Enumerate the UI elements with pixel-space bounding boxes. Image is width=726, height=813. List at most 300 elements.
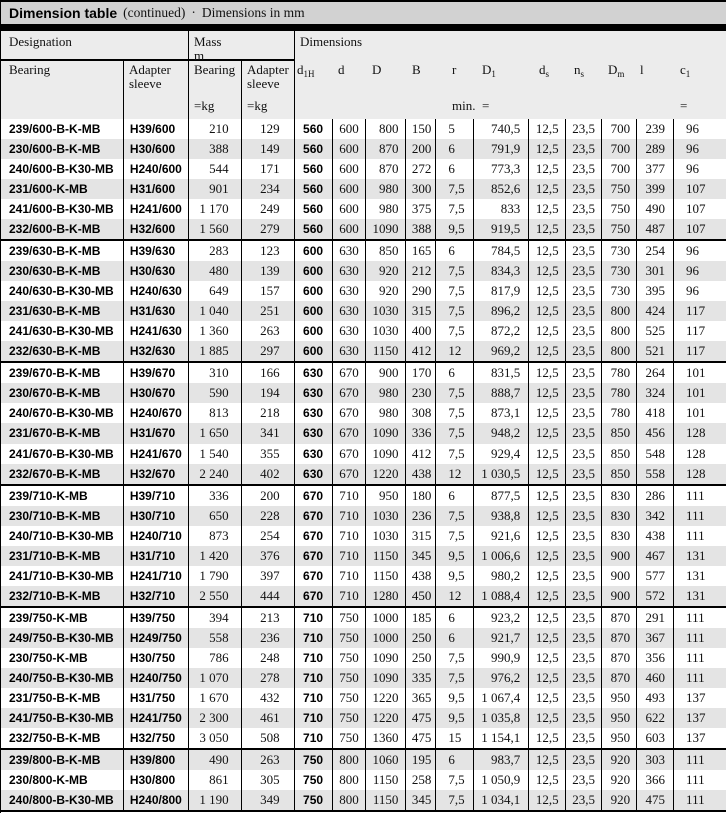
- cell-adapter-sleeve: H39/800: [123, 750, 188, 770]
- cell-D1: 791,9: [473, 139, 528, 159]
- cell-mass-bearing: 394: [188, 608, 241, 628]
- table-row: [1, 790, 726, 810]
- cell-d1h: 630: [294, 403, 332, 423]
- cell-Dm: 800: [601, 321, 636, 341]
- table-row: [1, 241, 726, 261]
- cell-Dm: 700: [601, 119, 636, 139]
- cell-d1h: 630: [294, 464, 332, 484]
- cell-D: 1220: [365, 688, 405, 708]
- cell-Dm: 920: [601, 790, 636, 810]
- cell-B: 365: [405, 688, 435, 708]
- cell-mass-bearing: 873: [188, 526, 241, 546]
- cell-ds: 12,5: [528, 688, 565, 708]
- cell-c1: 96: [673, 139, 726, 159]
- cell-D: 900: [365, 363, 405, 383]
- cell-r: 15: [435, 728, 473, 748]
- dim-col-symbol: B: [412, 62, 421, 77]
- cell-adapter-sleeve: H31/750: [123, 688, 188, 708]
- cell-d: 670: [332, 464, 366, 484]
- cell-ns: 23,5: [565, 341, 601, 361]
- cell-B: 450: [405, 586, 435, 606]
- cell-B: 475: [405, 708, 435, 728]
- cell-adapter-sleeve: H32/600: [123, 219, 188, 239]
- cell-D: 1150: [365, 770, 405, 790]
- dim-col-symbol: l: [640, 62, 644, 77]
- cell-r: 7,5: [435, 444, 473, 464]
- cell-B: 315: [405, 301, 435, 321]
- cell-l: 487: [636, 219, 673, 239]
- cell-d1h: 560: [294, 199, 332, 219]
- cell-D1: 817,9: [473, 281, 528, 301]
- cell-ns: 23,5: [565, 546, 601, 566]
- cell-mass-adapter: 444: [241, 586, 294, 606]
- table-row: [1, 301, 726, 321]
- cell-mass-adapter: 254: [241, 526, 294, 546]
- cell-ns: 23,5: [565, 608, 601, 628]
- cell-mass-bearing: 901: [188, 179, 241, 199]
- cell-c1: 111: [673, 486, 726, 506]
- cell-mass-bearing: 1 040: [188, 301, 241, 321]
- cell-D: 1090: [365, 444, 405, 464]
- cell-Dm: 900: [601, 586, 636, 606]
- cell-d: 750: [332, 668, 366, 688]
- cell-bearing-designation: 230/710-B-K-MB: [9, 508, 101, 523]
- cell-l: 264: [636, 363, 673, 383]
- cell-ds: 12,5: [528, 301, 565, 321]
- dim-col-symbol: $D_1$: [482, 62, 496, 79]
- cell-D: 1030: [365, 321, 405, 341]
- cell-mass-bearing: 861: [188, 770, 241, 790]
- cell-mass-adapter: 279: [241, 219, 294, 239]
- cell-ns: 23,5: [565, 403, 601, 423]
- dim-col-symbol: $d_{1H}$: [297, 62, 315, 79]
- cell-d1h: 600: [294, 281, 332, 301]
- cell-r: 7,5: [435, 770, 473, 790]
- cell-mass-bearing: 490: [188, 750, 241, 770]
- cell-c1: 101: [673, 383, 726, 403]
- cell-ds: 12,5: [528, 383, 565, 403]
- dim-col-symbol: $D_m$: [608, 62, 625, 79]
- cell-B: 336: [405, 423, 435, 443]
- cell-ns: 23,5: [565, 363, 601, 383]
- cell-c1: 111: [673, 750, 726, 770]
- cell-Dm: 750: [601, 199, 636, 219]
- cell-D1: 921,6: [473, 526, 528, 546]
- cell-r: 7,5: [435, 199, 473, 219]
- cell-d: 630: [332, 321, 366, 341]
- cell-c1: 131: [673, 586, 726, 606]
- cell-mass-bearing: 649: [188, 281, 241, 301]
- cell-B: 412: [405, 341, 435, 361]
- cell-D1: 888,7: [473, 383, 528, 403]
- cell-d: 710: [332, 526, 366, 546]
- cell-d1h: 710: [294, 628, 332, 648]
- cell-bearing-designation: 239/600-B-K-MB: [9, 122, 101, 137]
- cell-c1: 107: [673, 179, 726, 199]
- cell-D: 980: [365, 403, 405, 423]
- dim-col-note: =: [482, 98, 490, 113]
- cell-B: 185: [405, 608, 435, 628]
- cell-Dm: 730: [601, 241, 636, 261]
- cell-c1: 131: [673, 566, 726, 586]
- cell-D: 1000: [365, 628, 405, 648]
- page-title: Dimension table: [9, 5, 118, 21]
- header-designation: Designation: [9, 34, 72, 49]
- dim-col-symbol: $n_s$: [574, 62, 585, 79]
- header-mass-adapter-col: Adapter sleeve: [247, 62, 289, 91]
- cell-l: 399: [636, 179, 673, 199]
- cell-D1: 980,2: [473, 566, 528, 586]
- table-row: [1, 219, 726, 241]
- cell-B: 258: [405, 770, 435, 790]
- cell-d1h: 710: [294, 728, 332, 748]
- cell-l: 424: [636, 301, 673, 321]
- cell-B: 300: [405, 179, 435, 199]
- cell-ds: 12,5: [528, 341, 565, 361]
- cell-D: 1030: [365, 301, 405, 321]
- cell-d: 670: [332, 423, 366, 443]
- cell-adapter-sleeve: H30/630: [123, 261, 188, 281]
- cell-d1h: 710: [294, 608, 332, 628]
- cell-d: 630: [332, 241, 366, 261]
- cell-Dm: 780: [601, 383, 636, 403]
- cell-d1h: 600: [294, 261, 332, 281]
- cell-ds: 12,5: [528, 261, 565, 281]
- cell-D: 850: [365, 241, 405, 261]
- table-header: [1, 31, 726, 121]
- cell-mass-bearing: 1 420: [188, 546, 241, 566]
- cell-D1: 1 154,1: [473, 728, 528, 748]
- cell-r: 12: [435, 586, 473, 606]
- cell-d: 750: [332, 628, 366, 648]
- cell-d: 750: [332, 688, 366, 708]
- cell-r: 7,5: [435, 261, 473, 281]
- cell-mass-bearing: 1 790: [188, 566, 241, 586]
- cell-Dm: 900: [601, 546, 636, 566]
- cell-ns: 23,5: [565, 281, 601, 301]
- cell-Dm: 870: [601, 648, 636, 668]
- cell-d: 600: [332, 219, 366, 239]
- cell-mass-adapter: 432: [241, 688, 294, 708]
- cell-ds: 12,5: [528, 526, 565, 546]
- cell-adapter-sleeve: H240/630: [123, 281, 188, 301]
- cell-r: 7,5: [435, 403, 473, 423]
- cell-B: 212: [405, 261, 435, 281]
- cell-c1: 111: [673, 608, 726, 628]
- cell-mass-adapter: 263: [241, 321, 294, 341]
- cell-ns: 23,5: [565, 708, 601, 728]
- cell-l: 289: [636, 139, 673, 159]
- cell-c1: 96: [673, 159, 726, 179]
- cell-ds: 12,5: [528, 139, 565, 159]
- cell-mass-adapter: 218: [241, 403, 294, 423]
- cell-ds: 12,5: [528, 770, 565, 790]
- cell-D: 1000: [365, 608, 405, 628]
- dim-col-symbol: r: [452, 62, 457, 77]
- cell-bearing-designation: 232/630-B-K-MB: [9, 344, 101, 359]
- cell-bearing-designation: 239/670-B-K-MB: [9, 366, 101, 381]
- cell-l: 490: [636, 199, 673, 219]
- cell-Dm: 850: [601, 423, 636, 443]
- cell-ds: 12,5: [528, 241, 565, 261]
- cell-r: 7,5: [435, 526, 473, 546]
- cell-adapter-sleeve: H39/710: [123, 486, 188, 506]
- cell-D1: 1 067,4: [473, 688, 528, 708]
- cell-D1: 877,5: [473, 486, 528, 506]
- cell-B: 250: [405, 628, 435, 648]
- cell-B: 272: [405, 159, 435, 179]
- cell-D: 980: [365, 383, 405, 403]
- cell-adapter-sleeve: H32/630: [123, 341, 188, 361]
- header-mass-bearing-col: Bearing: [194, 62, 236, 77]
- cell-l: 460: [636, 668, 673, 688]
- cell-D1: 1 088,4: [473, 586, 528, 606]
- cell-bearing-designation: 239/750-K-MB: [9, 610, 88, 625]
- cell-Dm: 920: [601, 770, 636, 790]
- cell-d1h: 710: [294, 708, 332, 728]
- cell-d1h: 710: [294, 668, 332, 688]
- cell-Dm: 870: [601, 628, 636, 648]
- cell-D1: 1 034,1: [473, 790, 528, 810]
- cell-mass-adapter: 349: [241, 790, 294, 810]
- cell-d1h: 560: [294, 139, 332, 159]
- cell-D1: 896,2: [473, 301, 528, 321]
- cell-c1: 111: [673, 648, 726, 668]
- cell-mass-bearing: 1 360: [188, 321, 241, 341]
- table-row: [1, 363, 726, 383]
- cell-B: 438: [405, 566, 435, 586]
- table-row: [1, 179, 726, 199]
- cell-d1h: 560: [294, 219, 332, 239]
- cell-D: 870: [365, 159, 405, 179]
- cell-B: 308: [405, 403, 435, 423]
- cell-r: 7,5: [435, 790, 473, 810]
- cell-mass-adapter: 341: [241, 423, 294, 443]
- cell-r: 7,5: [435, 179, 473, 199]
- cell-adapter-sleeve: H240/670: [123, 403, 188, 423]
- cell-mass-adapter: 397: [241, 566, 294, 586]
- cell-adapter-sleeve: H240/600: [123, 159, 188, 179]
- cell-mass-adapter: 249: [241, 199, 294, 219]
- cell-ns: 23,5: [565, 261, 601, 281]
- cell-ds: 12,5: [528, 119, 565, 139]
- cell-d1h: 560: [294, 119, 332, 139]
- cell-r: 6: [435, 608, 473, 628]
- cell-D: 1220: [365, 708, 405, 728]
- cell-l: 525: [636, 321, 673, 341]
- cell-adapter-sleeve: H31/600: [123, 179, 188, 199]
- cell-mass-bearing: 2 300: [188, 708, 241, 728]
- cell-ds: 12,5: [528, 159, 565, 179]
- cell-mass-adapter: 234: [241, 179, 294, 199]
- dim-col-note: =: [680, 98, 688, 113]
- cell-D1: 948,2: [473, 423, 528, 443]
- cell-mass-bearing: 2 550: [188, 586, 241, 606]
- cell-Dm: 830: [601, 486, 636, 506]
- cell-D1: 872,2: [473, 321, 528, 341]
- cell-mass-bearing: 1 190: [188, 790, 241, 810]
- cell-l: 493: [636, 688, 673, 708]
- cell-ds: 12,5: [528, 708, 565, 728]
- cell-d: 600: [332, 119, 366, 139]
- cell-d1h: 600: [294, 341, 332, 361]
- cell-r: 12: [435, 464, 473, 484]
- cell-ds: 12,5: [528, 199, 565, 219]
- cell-ds: 12,5: [528, 444, 565, 464]
- cell-d1h: 750: [294, 750, 332, 770]
- cell-d1h: 670: [294, 506, 332, 526]
- cell-c1: 117: [673, 321, 726, 341]
- table-row: [1, 770, 726, 790]
- cell-bearing-designation: 241/710-B-K30-MB: [9, 568, 114, 583]
- cell-c1: 131: [673, 546, 726, 566]
- cell-mass-adapter: 355: [241, 444, 294, 464]
- cell-ns: 23,5: [565, 790, 601, 810]
- cell-D1: 873,1: [473, 403, 528, 423]
- dim-col-symbol: d: [338, 62, 345, 77]
- cell-ds: 12,5: [528, 219, 565, 239]
- cell-ns: 23,5: [565, 301, 601, 321]
- cell-D1: 833: [473, 199, 528, 219]
- cell-bearing-designation: 239/710-K-MB: [9, 488, 88, 503]
- cell-d: 630: [332, 261, 366, 281]
- cell-B: 200: [405, 139, 435, 159]
- cell-adapter-sleeve: H31/630: [123, 301, 188, 321]
- table-row: [1, 750, 726, 770]
- cell-Dm: 870: [601, 608, 636, 628]
- cell-mass-bearing: 3 050: [188, 728, 241, 748]
- cell-d: 710: [332, 566, 366, 586]
- cell-c1: 96: [673, 281, 726, 301]
- header-vline: [188, 31, 189, 119]
- cell-adapter-sleeve: H32/670: [123, 464, 188, 484]
- cell-d1h: 560: [294, 159, 332, 179]
- cell-r: 6: [435, 628, 473, 648]
- cell-D1: 1 030,5: [473, 464, 528, 484]
- cell-bearing-designation: 240/600-B-K30-MB: [9, 162, 114, 177]
- cell-mass-bearing: 336: [188, 486, 241, 506]
- cell-bearing-designation: 241/750-B-K30-MB: [9, 710, 114, 725]
- cell-D: 800: [365, 119, 405, 139]
- cell-B: 290: [405, 281, 435, 301]
- cell-adapter-sleeve: H241/630: [123, 321, 188, 341]
- cell-ds: 12,5: [528, 486, 565, 506]
- cell-adapter-sleeve: H32/750: [123, 728, 188, 748]
- cell-mass-bearing: 1 670: [188, 688, 241, 708]
- cell-l: 418: [636, 403, 673, 423]
- cell-adapter-sleeve: H241/750: [123, 708, 188, 728]
- cell-r: 5: [435, 119, 473, 139]
- cell-l: 286: [636, 486, 673, 506]
- cell-bearing-designation: 230/630-B-K-MB: [9, 264, 101, 279]
- table-row: [1, 139, 726, 159]
- cell-mass-bearing: 310: [188, 363, 241, 383]
- cell-d: 600: [332, 159, 366, 179]
- cell-adapter-sleeve: H241/670: [123, 444, 188, 464]
- header-divider: [1, 59, 294, 61]
- table-row: [1, 648, 726, 668]
- cell-ns: 23,5: [565, 668, 601, 688]
- cell-D: 870: [365, 139, 405, 159]
- cell-mass-adapter: 129: [241, 119, 294, 139]
- cell-D1: 1 050,9: [473, 770, 528, 790]
- cell-B: 400: [405, 321, 435, 341]
- table-row: [1, 566, 726, 586]
- cell-mass-adapter: 402: [241, 464, 294, 484]
- cell-mass-adapter: 376: [241, 546, 294, 566]
- cell-mass-bearing: 1 650: [188, 423, 241, 443]
- cell-Dm: 780: [601, 403, 636, 423]
- dim-col-note: min.: [452, 98, 476, 113]
- cell-d1h: 710: [294, 688, 332, 708]
- cell-bearing-designation: 231/750-B-K-MB: [9, 690, 101, 705]
- cell-bearing-designation: 240/750-B-K30-MB: [9, 670, 114, 685]
- cell-mass-adapter: 251: [241, 301, 294, 321]
- cell-Dm: 850: [601, 464, 636, 484]
- cell-B: 150: [405, 119, 435, 139]
- cell-l: 395: [636, 281, 673, 301]
- cell-l: 475: [636, 790, 673, 810]
- cell-d: 630: [332, 301, 366, 321]
- cell-mass-adapter: 297: [241, 341, 294, 361]
- table-title-bar: [1, 0, 726, 24]
- cell-B: 165: [405, 241, 435, 261]
- cell-B: 412: [405, 444, 435, 464]
- cell-c1: 137: [673, 708, 726, 728]
- header-bearing-col: Bearing: [9, 62, 51, 77]
- cell-l: 603: [636, 728, 673, 748]
- cell-d: 630: [332, 281, 366, 301]
- cell-Dm: 830: [601, 506, 636, 526]
- table-row: [1, 464, 726, 486]
- table-row: [1, 506, 726, 526]
- cell-ns: 23,5: [565, 586, 601, 606]
- cell-d1h: 600: [294, 301, 332, 321]
- cell-ns: 23,5: [565, 119, 601, 139]
- cell-mass-adapter: 461: [241, 708, 294, 728]
- cell-D1: 773,3: [473, 159, 528, 179]
- title-continued: (continued): [123, 5, 186, 20]
- cell-d: 600: [332, 139, 366, 159]
- cell-D1: 919,5: [473, 219, 528, 239]
- table-row: [1, 341, 726, 363]
- header-adapter-sleeve-col: Adapter sleeve: [129, 62, 171, 91]
- cell-mass-adapter: 236: [241, 628, 294, 648]
- separator-bar: [1, 24, 726, 31]
- cell-D1: 1 006,6: [473, 546, 528, 566]
- cell-d1h: 710: [294, 648, 332, 668]
- cell-bearing-designation: 241/630-B-K30-MB: [9, 324, 114, 339]
- cell-ds: 12,5: [528, 628, 565, 648]
- cell-d: 750: [332, 728, 366, 748]
- cell-D: 1150: [365, 790, 405, 810]
- cell-adapter-sleeve: H241/600: [123, 199, 188, 219]
- cell-d1h: 670: [294, 486, 332, 506]
- cell-D: 920: [365, 261, 405, 281]
- cell-c1: 107: [673, 219, 726, 239]
- cell-c1: 128: [673, 423, 726, 443]
- cell-D1: 969,2: [473, 341, 528, 361]
- cell-ds: 12,5: [528, 506, 565, 526]
- table-row: [1, 668, 726, 688]
- cell-l: 558: [636, 464, 673, 484]
- cell-bearing-designation: 230/750-K-MB: [9, 650, 88, 665]
- cell-r: 12: [435, 341, 473, 361]
- dimension-symbols-row: [294, 31, 726, 119]
- cell-ds: 12,5: [528, 750, 565, 770]
- cell-ns: 23,5: [565, 383, 601, 403]
- cell-d1h: 750: [294, 790, 332, 810]
